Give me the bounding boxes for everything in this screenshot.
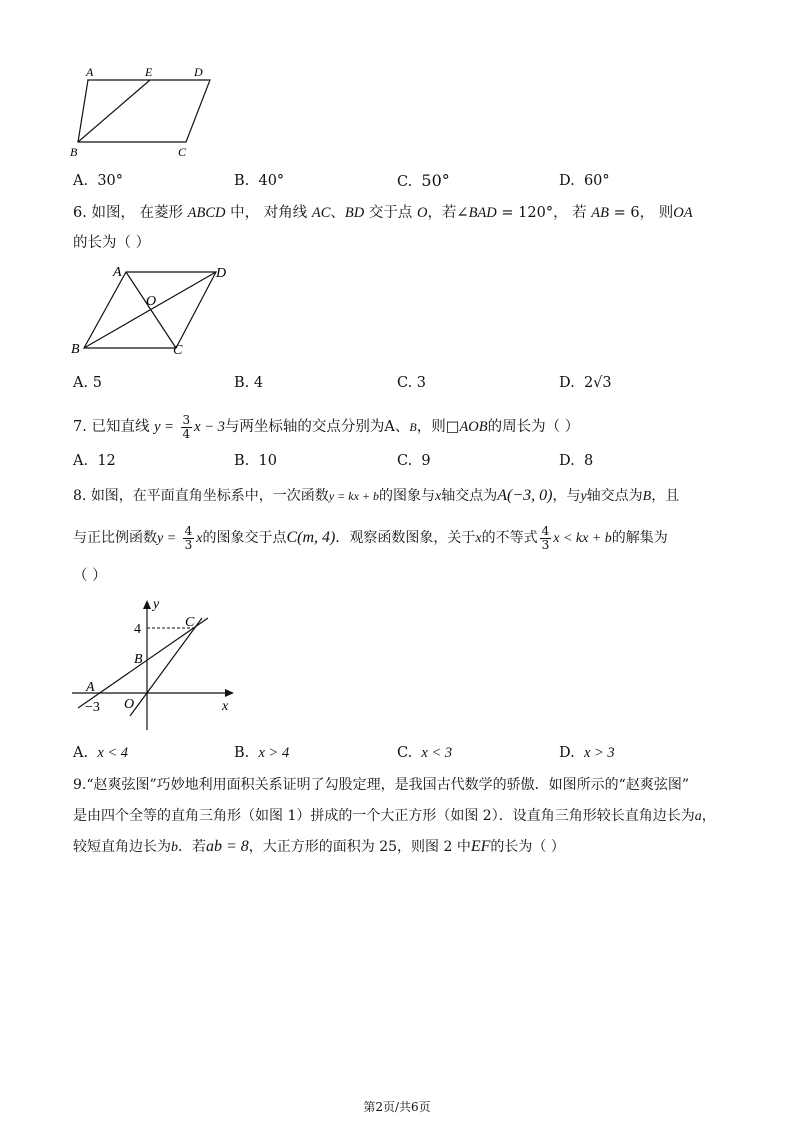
q5-label-d: D: [194, 65, 203, 79]
q8-option-c: C. x < 3: [397, 745, 453, 761]
q5-label-e: E: [145, 65, 153, 79]
q8-graph-figure: [68, 594, 238, 734]
q8-stem-line2: 与正比例函数y = $\frac{4}{3}$ x的图象交于点C(m, 4)．观察函数图象，关于x的不等式 $\frac{4}{3}$ x < kx + b的解集为: [73, 523, 668, 552]
q8-stem-line3: （ ）: [73, 568, 107, 584]
q6-label-c: C: [173, 343, 183, 358]
page-footer: 第2页/共6页: [363, 1100, 431, 1114]
q7-option-c: C. 9: [397, 453, 431, 469]
q8-option-a: A. x < 4: [73, 745, 129, 761]
q8-tick-neg3: −3: [85, 700, 100, 715]
q5-label-c: C: [178, 145, 187, 159]
q8-label-o: O: [124, 697, 135, 712]
q8-label-c: C: [185, 615, 195, 630]
q6-label-d: D: [216, 266, 227, 281]
q5-option-c: C. 50°: [397, 171, 450, 190]
q6-stem-line2: 的长为（ ）: [73, 235, 151, 251]
q8-fraction-1: $\frac{4}{3}$: [184, 523, 193, 552]
q8-tick-4: 4: [134, 622, 141, 637]
q5-option-d: D. 60°: [559, 173, 610, 189]
q7-option-a: A. 12: [73, 453, 116, 469]
q6-option-a: A. 5: [73, 375, 102, 391]
q5-option-b: B. 40°: [234, 173, 285, 189]
q6-label-b: B: [71, 342, 80, 357]
q7-stem: 7. 已知直线 y = $\frac{3}{4}$ x − 3与两坐标轴的交点分别为A、B，则□AOB的周长为（ ）: [73, 412, 580, 441]
q6-option-b: B. 4: [234, 375, 264, 391]
q8-axis-label-y: y: [153, 597, 160, 612]
q8-option-b: B. x > 4: [234, 745, 290, 761]
q5-option-a: A. 30°: [73, 173, 124, 189]
q7-option-b: B. 10: [234, 453, 277, 469]
q9-stem-line3: 较短直角边长为b．若ab = 8，大正方形的面积为 25，则图 2 中EF的长为（ ）: [73, 838, 565, 855]
q7-option-d: D. 8: [559, 453, 594, 469]
q6-stem-line1: 6. 如图， 在菱形 ABCD 中， 对角线 AC、BD 交于点 O，若∠BAD = 120°， 若 AB = 6， 则OA: [73, 205, 693, 221]
q8-option-d: D. x > 3: [559, 745, 615, 761]
q7-fraction: $\frac{3}{4}$: [182, 412, 191, 441]
q9-stem-line2: 是由四个全等的直角三角形（如图 1）拼成的一个大正方形（如图 2）．设直角三角形较长直角边长为a，: [73, 808, 716, 824]
q5-label-a: A: [86, 65, 94, 79]
q5-parallelogram-figure: [66, 62, 216, 162]
q8-label-a: A: [86, 680, 95, 695]
q6-rhombus-figure: [66, 262, 236, 362]
q8-fraction-2: $\frac{4}{3}$: [541, 523, 550, 552]
q8-axis-label-x: x: [222, 699, 229, 714]
q8-stem-line1: 8. 如图，在平面直角坐标系中，一次函数y = kx + b的图象与x轴交点为A(−3, 0)，与y轴交点为B，且: [73, 487, 680, 504]
q6-option-c: C. 3: [397, 375, 427, 391]
q8-label-b: B: [134, 652, 143, 667]
q5-label-b: B: [70, 145, 78, 159]
q6-option-d: D. 2√3: [559, 375, 612, 391]
q6-label-a: A: [113, 265, 122, 280]
q9-stem-line1: 9.“赵爽弦图”巧妙地利用面积关系证明了勾股定理，是我国古代数学的骄傲．如图所示的“赵爽弦图”: [73, 777, 689, 793]
q6-label-o: O: [146, 294, 157, 309]
